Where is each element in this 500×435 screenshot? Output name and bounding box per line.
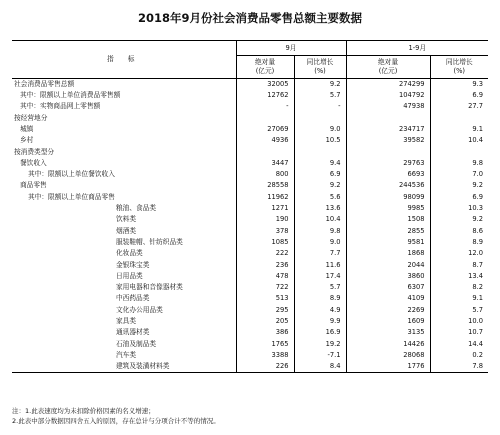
ytd-abs-value: 28068 xyxy=(346,350,430,361)
ytd-abs-value: 47938 xyxy=(346,101,430,112)
month-growth-value: 5.7 xyxy=(294,282,346,293)
ytd-abs-value: 274299 xyxy=(346,79,430,90)
table-row xyxy=(12,112,488,123)
row-label: 按经营地分 xyxy=(12,112,236,123)
ytd-abs-value: 1609 xyxy=(346,316,430,327)
table-row xyxy=(12,135,488,146)
table-row xyxy=(12,282,488,293)
month-abs-value: 295 xyxy=(236,304,294,315)
table-row xyxy=(12,180,488,191)
ytd-growth-header: 同比增长 (%) xyxy=(430,56,488,79)
row-label: 乡村 xyxy=(12,135,236,146)
ytd-growth-value: 5.7 xyxy=(472,305,484,314)
table-row xyxy=(12,338,488,349)
indicator-header: 指 标 xyxy=(12,41,236,79)
ytd-abs-value: 1868 xyxy=(346,248,430,259)
table-row xyxy=(12,237,488,248)
month-growth-value: 17.4 xyxy=(294,271,346,282)
row-label: 餐饮收入 xyxy=(12,158,236,169)
ytd-growth-value: 8.7 xyxy=(472,260,484,269)
table-row xyxy=(12,225,488,236)
ytd-abs-value: 234717 xyxy=(346,124,430,135)
month-growth-value: 16.9 xyxy=(294,327,346,338)
row-label: 中西药品类 xyxy=(12,293,236,304)
month-abs-value: 11962 xyxy=(236,191,294,202)
month-abs-value: 1085 xyxy=(236,237,294,248)
month-abs-value: 226 xyxy=(236,361,294,372)
month-growth-value: 9.0 xyxy=(294,237,346,248)
month-abs-value: 4936 xyxy=(236,135,294,146)
row-label: 城镇 xyxy=(12,124,236,135)
ytd-growth-value: 14.4 xyxy=(468,339,484,348)
month-growth-value: 4.9 xyxy=(294,304,346,315)
ytd-group-header: 1-9月 xyxy=(346,41,488,56)
row-label: 饮料类 xyxy=(12,214,236,225)
page-title: 2018年9月份社会消费品零售总额主要数据 xyxy=(137,11,362,25)
table-row xyxy=(12,124,488,135)
month-growth-value: 9.4 xyxy=(294,158,346,169)
row-label: 石油及制品类 xyxy=(12,338,236,349)
month-abs-value: 28558 xyxy=(236,180,294,191)
row-label: 商品零售 xyxy=(12,180,236,191)
month-abs-value: 1271 xyxy=(236,203,294,214)
ytd-abs-value: 2269 xyxy=(346,304,430,315)
ytd-abs-value: 1776 xyxy=(346,361,430,372)
row-label: 社会消费品零售总额 xyxy=(12,79,236,90)
data-table xyxy=(12,40,488,373)
ytd-growth-value: 8.9 xyxy=(472,237,484,246)
ytd-growth-value: 7.0 xyxy=(472,170,484,179)
row-label: 烟酒类 xyxy=(12,225,236,236)
month-growth-value: 13.6 xyxy=(294,203,346,214)
row-label: 按消费类型分 xyxy=(12,146,236,157)
ytd-growth-value: 8.6 xyxy=(472,226,484,235)
table-body xyxy=(12,79,488,373)
row-label: 其中：限额以上单位消费品零售额 xyxy=(12,90,236,101)
row-label: 其中：限额以上单位餐饮收入 xyxy=(12,169,236,180)
row-label: 家用电器和音像器材类 xyxy=(12,282,236,293)
month-growth-value: 9.8 xyxy=(294,225,346,236)
ytd-abs-value: 104792 xyxy=(346,90,430,101)
table-row xyxy=(12,248,488,259)
ytd-abs-header: 绝对量 (亿元) xyxy=(346,56,430,79)
table-row xyxy=(12,304,488,315)
month-growth-value: -7.1 xyxy=(294,350,346,361)
table-row xyxy=(12,214,488,225)
row-label: 其中：限额以上单位商品零售 xyxy=(12,191,236,202)
table-row xyxy=(12,101,488,112)
month-growth-value: 9.0 xyxy=(294,124,346,135)
row-label: 其中：实物商品网上零售额 xyxy=(12,101,236,112)
ytd-abs-value: 6307 xyxy=(346,282,430,293)
ytd-abs-value: 2855 xyxy=(346,225,430,236)
month-abs-value: 222 xyxy=(236,248,294,259)
month-growth-value: 10.5 xyxy=(294,135,346,146)
table-row xyxy=(12,79,488,90)
ytd-growth-value: 12.0 xyxy=(468,249,484,258)
month-abs-header: 绝对量 (亿元) xyxy=(236,56,294,79)
ytd-growth-value: 9.3 xyxy=(472,80,484,89)
month-growth-value xyxy=(294,112,346,123)
footnote-1: 注：1.此表速度均为未扣除价格因素的名义增速； xyxy=(12,407,155,415)
row-label: 文化办公用品类 xyxy=(12,304,236,315)
ytd-abs-value: 1508 xyxy=(346,214,430,225)
month-growth-value: 11.6 xyxy=(294,259,346,270)
ytd-growth-value: 13.4 xyxy=(468,271,484,280)
ytd-abs-value: 6693 xyxy=(346,169,430,180)
month-abs-value xyxy=(236,112,294,123)
month-growth-value: 9.2 xyxy=(294,79,346,90)
row-label: 服装鞋帽、针纺织品类 xyxy=(12,237,236,248)
month-abs-value: 478 xyxy=(236,271,294,282)
table-row xyxy=(12,316,488,327)
table-row xyxy=(12,158,488,169)
ytd-abs-value: 2044 xyxy=(346,259,430,270)
ytd-growth-value: 10.3 xyxy=(468,204,484,213)
table-row xyxy=(12,169,488,180)
month-abs-value: 722 xyxy=(236,282,294,293)
month-growth-value: 19.2 xyxy=(294,338,346,349)
month-abs-value: - xyxy=(236,101,294,112)
table-row xyxy=(12,350,488,361)
ytd-abs-value: 98099 xyxy=(346,191,430,202)
table-row xyxy=(12,90,488,101)
ytd-growth-value: 9.1 xyxy=(472,124,484,133)
footnotes xyxy=(12,406,488,426)
table-row xyxy=(12,191,488,202)
ytd-abs-value xyxy=(346,112,430,123)
month-growth-header: 同比增长 (%) xyxy=(294,56,346,79)
ytd-growth-value: 9.8 xyxy=(472,158,484,167)
ytd-abs-value: 9581 xyxy=(346,237,430,248)
ytd-abs-value: 14426 xyxy=(346,338,430,349)
month-abs-value: 3447 xyxy=(236,158,294,169)
month-growth-value: 8.4 xyxy=(294,361,346,372)
ytd-growth-value: 10.7 xyxy=(468,328,484,337)
month-abs-value: 205 xyxy=(236,316,294,327)
table-row xyxy=(12,327,488,338)
ytd-growth-value: 6.9 xyxy=(472,91,484,100)
ytd-abs-value: 3860 xyxy=(346,271,430,282)
row-label: 建筑及装潢材料类 xyxy=(12,361,236,372)
month-abs-value: 3388 xyxy=(236,350,294,361)
ytd-abs-value: 9985 xyxy=(346,203,430,214)
month-growth-value: 7.7 xyxy=(294,248,346,259)
ytd-growth-value: 27.7 xyxy=(468,102,484,111)
month-growth-value: 8.9 xyxy=(294,293,346,304)
ytd-abs-value: 3135 xyxy=(346,327,430,338)
month-abs-value: 800 xyxy=(236,169,294,180)
month-abs-value: 190 xyxy=(236,214,294,225)
month-abs-value: 12762 xyxy=(236,90,294,101)
ytd-growth-value: 7.8 xyxy=(430,361,488,372)
month-group-header: 9月 xyxy=(236,41,346,56)
row-label: 化妆品类 xyxy=(12,248,236,259)
row-label: 汽车类 xyxy=(12,350,236,361)
row-label: 家具类 xyxy=(12,316,236,327)
ytd-growth-value: 10.4 xyxy=(468,136,484,145)
month-abs-value: 378 xyxy=(236,225,294,236)
table-row xyxy=(12,146,488,157)
footnote-2: 2.此表中部分数据因四舍五入的原因，存在总计与分项合计不等的情况。 xyxy=(12,417,220,425)
table-row xyxy=(12,293,488,304)
ytd-abs-value: 244536 xyxy=(346,180,430,191)
month-growth-value: 6.9 xyxy=(294,169,346,180)
month-abs-value: 27069 xyxy=(236,124,294,135)
ytd-abs-value xyxy=(346,146,430,157)
month-abs-value: 236 xyxy=(236,259,294,270)
month-abs-value: 513 xyxy=(236,293,294,304)
ytd-growth-value xyxy=(430,146,488,157)
ytd-abs-value: 4109 xyxy=(346,293,430,304)
month-growth-value: 5.6 xyxy=(294,191,346,202)
row-label: 通讯器材类 xyxy=(12,327,236,338)
month-growth-value xyxy=(294,146,346,157)
month-abs-value xyxy=(236,146,294,157)
month-growth-value: 9.2 xyxy=(294,180,346,191)
month-abs-value: 32005 xyxy=(236,79,294,90)
month-growth-value: 10.4 xyxy=(294,214,346,225)
row-label: 金银珠宝类 xyxy=(12,259,236,270)
ytd-growth-value: 9.2 xyxy=(472,181,484,190)
table-row xyxy=(12,271,488,282)
ytd-growth-value xyxy=(430,112,488,123)
month-abs-value: 386 xyxy=(236,327,294,338)
table-header xyxy=(12,41,488,79)
ytd-growth-value: 10.0 xyxy=(468,317,484,326)
month-growth-value: - xyxy=(294,101,346,112)
ytd-growth-value: 9.1 xyxy=(472,294,484,303)
month-growth-value: 5.7 xyxy=(294,90,346,101)
table-row xyxy=(12,203,488,214)
month-abs-value: 1765 xyxy=(236,338,294,349)
row-label: 日用品类 xyxy=(12,271,236,282)
ytd-growth-value: 8.2 xyxy=(472,283,484,292)
month-growth-value: 9.9 xyxy=(294,316,346,327)
ytd-growth-value: 6.9 xyxy=(472,192,484,201)
table-row xyxy=(12,361,488,372)
ytd-abs-value: 39582 xyxy=(346,135,430,146)
ytd-growth-value: 9.2 xyxy=(472,215,484,224)
row-label: 粮油、食品类 xyxy=(12,203,236,214)
ytd-abs-value: 29763 xyxy=(346,158,430,169)
ytd-growth-value: 0.2 xyxy=(472,350,484,359)
table-row xyxy=(12,259,488,270)
